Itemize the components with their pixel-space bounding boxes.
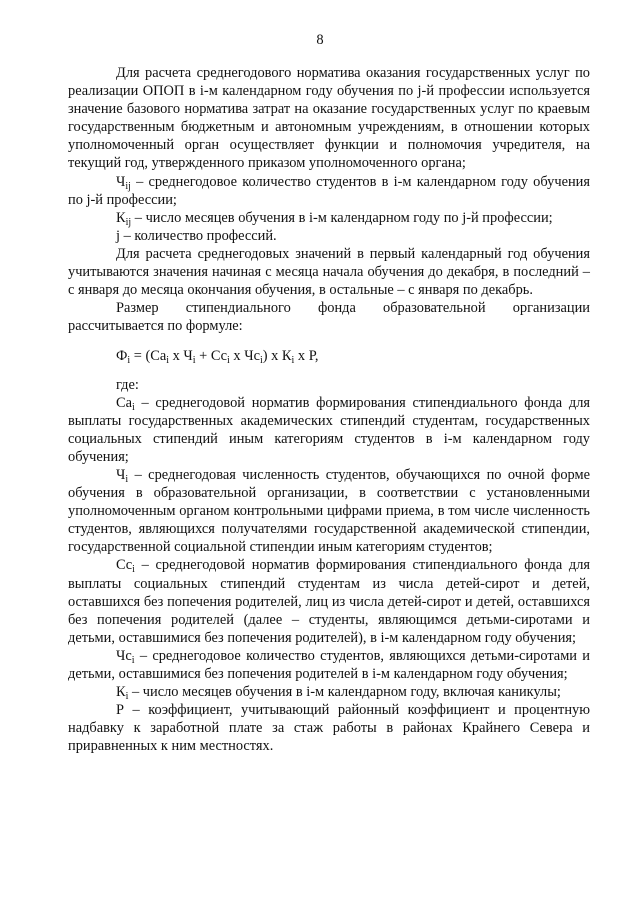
document-body — [68, 64, 590, 755]
definition-r: Р – коэффициент, учитывающий районный коэффициент и процентную надбавку к заработной плате за стаж работы в районах Крайнего Севера и приравненных к ним местностях. — [68, 702, 590, 755]
definition-cci: $Сс_i$ – среднегодовой норматив формирования стипендиального фонда для выплаты социальных стипендий студентам из числа детей-сирот и детей, оставшихся без попечения родителей, лиц из числа детей-сирот и детей, оставшихся без попечения родителей (далее – студенты, являющимся детьми-сиротами и детьми, оставшимися без попечения родителей), в i-м календарном году обучения; — [68, 557, 590, 646]
definition-cai: $Са_i$ – среднегодовой норматив формирования стипендиального фонда для выплаты государственных академических стипендий студентам, государственных социальных стипендий иным категориям студентов в i-м календарном году обучения; — [68, 394, 590, 465]
paragraph-fund-size: Размер стипендиального фонда образовательной организации рассчитывается по формуле: — [68, 300, 590, 335]
page-number: 8 — [316, 32, 324, 48]
formula: $Ф_i = (Са_i$ х $Ч_i + Сс_i$ х $Чс_i$) х $К_i$ х Р, — [116, 348, 319, 367]
where-label: где: — [116, 376, 139, 393]
paragraph-j: j – количество профессий. — [116, 227, 277, 244]
paragraph-averages: Для расчета среднегодовых значений в первый календарный год обучения учитываются значения начиная с месяца начала обучения до декабря, в последний – с января до месяца окончания обучения, в остальные – с января по декабрь. — [68, 245, 590, 299]
definition-ki: $К_i$ – число месяцев обучения в i-м календарном году, включая каникулы; — [116, 684, 561, 703]
definition-chci: $Чс_i$ – среднегодовое количество студентов, являющихся детьми-сиротами и детьми, оставшимися без попечения родителей в i-м календарном году обучения; — [68, 647, 590, 682]
paragraph-kij: $К_{ij}$ – число месяцев обучения в i-м календарном году по j-й профессии; — [116, 209, 553, 228]
definition-chi: $Ч_i$ – среднегодовая численность студентов, обучающихся по очной форме обучения в образовательной организации, в соответствии с установленными уполномоченным органом контрольными цифрами приема, в том числе численность студентов, являющихся получателями государственной академической стипендии, государственной социальной стипендии иным категориям студентов; — [68, 466, 590, 556]
paragraph-base-norm: Для расчета среднегодового норматива оказания государственных услуг по реализации ОПОП в i-м календарном году обучения по j-й профессии используется значение базового норматива затрат на оказание государственных услуг по краевым государственным бюджетным и автономным учреждениям, в отношении которых уполномоченный орган осуществляет функции и полномочия учредителя, на текущий год, утвержденного приказом уполномоченного органа; — [68, 65, 590, 172]
paragraph-chij: $Ч_{ij}$ – среднегодовое количество студентов в i-м календарном году обучения по j-й профессии; — [68, 173, 590, 208]
